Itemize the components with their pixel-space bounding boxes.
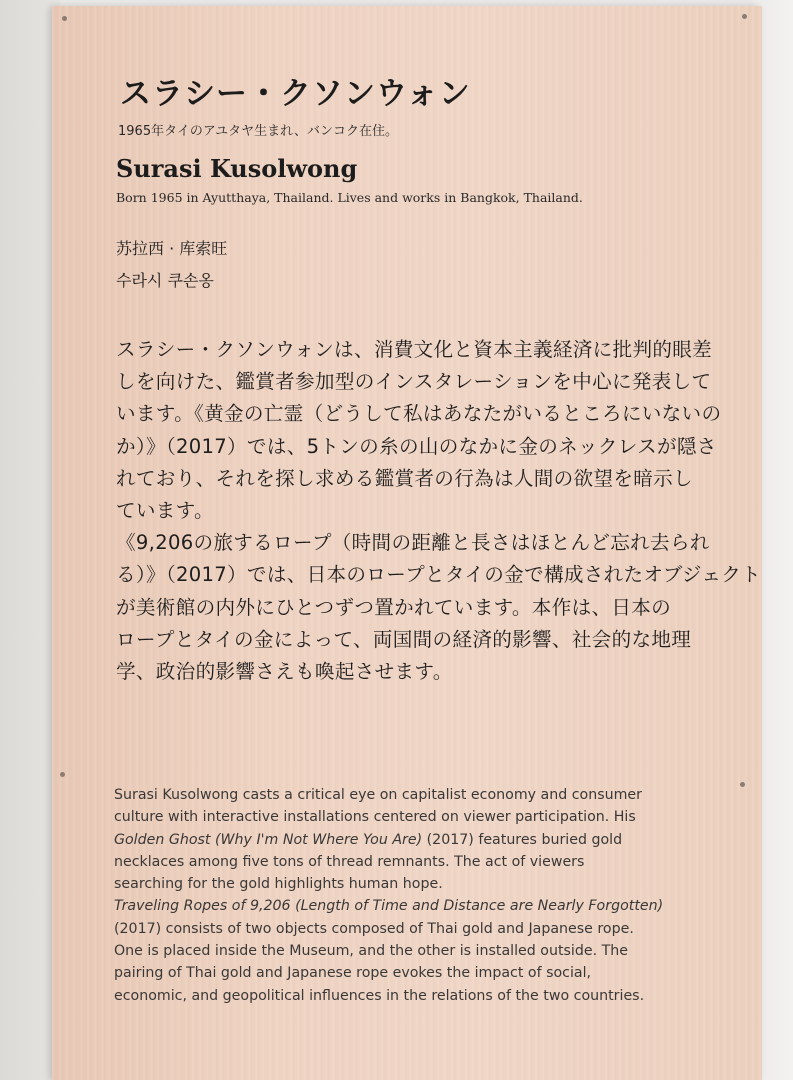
description-japanese [116, 334, 762, 688]
text-line: economic, and geopolitical influences in the relations of the two countries. [114, 987, 645, 1004]
text-line: が美術館の内外にひとつずつ置かれています。本作は、日本の [116, 595, 672, 619]
text-line: culture with interactive installations centered on viewer participation. His [114, 809, 636, 826]
text-line: います。《黄金の亡霊（どうして私はあなたがいるところにいないの [116, 402, 722, 426]
text-line: る）》（2017）では、日本のロープとタイの金で構成されたオブジェクト [116, 563, 762, 587]
text-line: (2017) consists of two objects composed of Thai gold and Japanese rope. [114, 920, 634, 937]
text-fragment: (2017) features buried gold [422, 831, 623, 848]
text-line: しを向けた、鑑賞者参加型のインスタレーションを中心に発表して [116, 370, 712, 394]
text-line: れており、それを探し求める鑑賞者の行為は人間の欲望を暗示し [116, 466, 693, 490]
text-line: Surasi Kusolwong casts a critical eye on capitalist economy and consumer [114, 787, 642, 803]
text-line: necklaces among five tons of thread remnants. The act of viewers [114, 853, 585, 870]
artist-name-japanese: スラシー・クソンウォン [120, 76, 471, 112]
text-line [114, 829, 760, 851]
artist-name-chinese: 苏拉西 · 库索旺 [116, 239, 228, 258]
artist-bio-japanese: 1965年タイのアユタヤ生まれ、バンコク在住。 [118, 124, 398, 139]
artist-name-english: Surasi Kusolwong [116, 154, 358, 183]
text-line: 学、政治的影響さえも喚起させます。 [116, 660, 453, 684]
wall-label-panel [52, 6, 762, 1080]
screw-icon [60, 772, 65, 777]
text-line: スラシー・クソンウォンは、消費文化と資本主義経済に批判的眼差 [116, 338, 713, 361]
text-line: 《9,206の旅するロープ（時間の距離と長さはほとんど忘れ去られ [116, 531, 710, 555]
artwork-title: Golden Ghost (Why I'm Not Where You Are) [114, 831, 423, 848]
wall-left [0, 0, 60, 1080]
artist-bio-english: Born 1965 in Ayutthaya, Thailand. Lives and works in Bangkok, Thailand. [116, 190, 583, 205]
description-english [114, 784, 760, 1007]
artwork-title: Traveling Ropes of 9,206 (Length of Time and Distance are Nearly Forgotten) [114, 898, 664, 915]
text-line: pairing of Thai gold and Japanese rope evokes the impact of social, [114, 965, 592, 982]
text-line: ロープとタイの金によって、両国間の経済的影響、社会的な地理 [116, 627, 692, 651]
artist-name-korean: 수라시 쿠손옹 [116, 271, 214, 290]
text-line: か）》（2017）では、5トンの糸の山のなかに金のネックレスが隠さ [116, 434, 717, 458]
text-line: ています。 [116, 499, 214, 523]
screw-icon [742, 14, 747, 19]
text-line: searching for the gold highlights human hope. [114, 876, 443, 893]
text-line: One is placed inside the Museum, and the other is installed outside. The [114, 943, 628, 960]
screw-icon [62, 16, 67, 21]
text-line [114, 895, 760, 917]
